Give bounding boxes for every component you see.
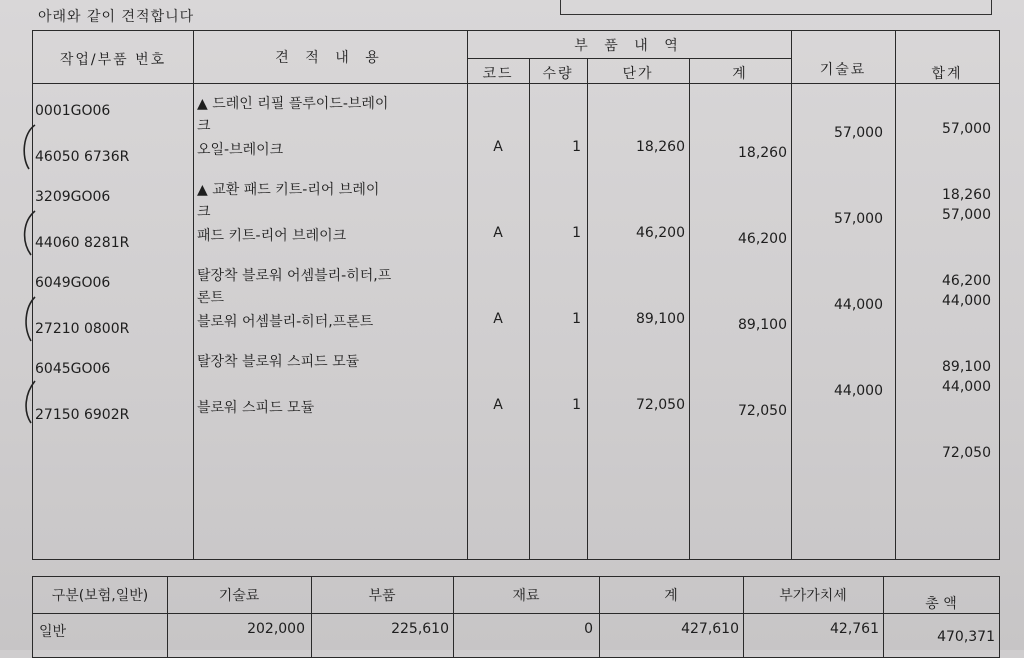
- row-total: 57,000: [942, 207, 991, 223]
- row-description-line: 크: [197, 204, 211, 220]
- row-divider: [467, 58, 791, 59]
- summary-row-divider: [33, 613, 999, 614]
- header-parts-detail: 부 품 내 역: [574, 38, 684, 54]
- handwritten-bracket-marks: [19, 117, 39, 437]
- col-divider: [529, 59, 530, 559]
- row-description-line: 블로워 스피드 모듈: [197, 400, 315, 416]
- summary-header-type: 구분(보험,일반): [51, 588, 149, 604]
- row-qty: 1: [572, 139, 581, 155]
- row-description-line: 탈장착 블로워 스피드 모듈: [197, 354, 360, 370]
- summary-header-labor: 기술료: [218, 588, 260, 604]
- row-unit-price: 89,100: [636, 311, 685, 327]
- col-divider: [467, 31, 468, 559]
- row-total: 18,260: [942, 187, 991, 203]
- row-part-no: 0001GO06: [35, 103, 111, 119]
- header-total: 합계: [931, 66, 963, 82]
- row-unit-price: 46,200: [636, 225, 685, 241]
- summary-col-divider: [883, 577, 884, 657]
- summary-parts-value: 225,610: [391, 621, 449, 637]
- row-part-no: 46050 6736R: [35, 149, 130, 165]
- row-description-line: 론트: [197, 290, 225, 306]
- row-code: A: [493, 311, 503, 327]
- row-code: A: [493, 139, 503, 155]
- header-qty: 수량: [542, 66, 574, 82]
- summary-header-grand-total: 총 액: [925, 596, 957, 612]
- summary-header-material: 재료: [512, 588, 540, 604]
- summary-header-parts: 부품: [368, 588, 396, 604]
- summary-header-vat: 부가가치세: [779, 588, 847, 604]
- row-part-no: 27150 6902R: [35, 407, 130, 423]
- row-description-line: 크: [197, 118, 211, 134]
- row-total: 44,000: [942, 379, 991, 395]
- summary-grand-total-value: 470,371: [937, 629, 995, 645]
- summary-vat-value: 42,761: [830, 621, 879, 637]
- row-qty: 1: [572, 397, 581, 413]
- row-qty: 1: [572, 311, 581, 327]
- row-labor: 57,000: [834, 211, 883, 227]
- header-divider: [33, 83, 999, 84]
- row-description-line: ▲ 드레인 리필 플루이드-브레이: [197, 96, 389, 112]
- header-unit-price: 단가: [622, 66, 654, 82]
- row-code: A: [493, 397, 503, 413]
- row-subtotal: 89,100: [738, 317, 787, 333]
- top-border-box: [560, 0, 992, 15]
- header-code: 코드: [482, 66, 514, 82]
- row-description-line: 오일-브레이크: [197, 142, 284, 158]
- col-divider: [689, 59, 690, 559]
- header-subtotal: 계: [732, 66, 748, 82]
- row-code: A: [493, 225, 503, 241]
- row-qty: 1: [572, 225, 581, 241]
- row-total: 57,000: [942, 121, 991, 137]
- row-part-no: 6049GO06: [35, 275, 111, 291]
- row-total: 44,000: [942, 293, 991, 309]
- row-part-no: 44060 8281R: [35, 235, 130, 251]
- row-part-no: 3209GO06: [35, 189, 111, 205]
- header-description: 견 적 내 용: [275, 50, 385, 66]
- row-labor: 44,000: [834, 383, 883, 399]
- summary-table: [32, 576, 1000, 658]
- summary-labor-value: 202,000: [247, 621, 305, 637]
- row-labor: 44,000: [834, 297, 883, 313]
- row-total: 46,200: [942, 273, 991, 289]
- row-description-line: 블로워 어셈블리-히터,프론트: [197, 314, 374, 330]
- header-labor: 기술료: [819, 62, 867, 78]
- col-divider: [791, 31, 792, 559]
- row-description-line: 탈장착 블로워 어셈블리-히터,프: [197, 268, 392, 284]
- col-divider: [587, 59, 588, 559]
- summary-type-value: 일반: [39, 624, 67, 640]
- header-part-no: 작업/부품 번호: [59, 52, 167, 68]
- row-subtotal: 72,050: [738, 403, 787, 419]
- summary-header-subtotal: 계: [664, 588, 678, 604]
- col-divider: [193, 31, 194, 559]
- estimate-table: [32, 30, 1000, 560]
- row-part-no: 6045GO06: [35, 361, 111, 377]
- row-part-no: 27210 0800R: [35, 321, 130, 337]
- row-description-line: ▲ 교환 패드 키트-리어 브레이: [197, 182, 380, 198]
- intro-text: 아래와 같이 견적합니다: [38, 9, 195, 25]
- row-unit-price: 72,050: [636, 397, 685, 413]
- row-description-line: 패드 키트-리어 브레이크: [197, 228, 347, 244]
- row-subtotal: 18,260: [738, 145, 787, 161]
- summary-material-value: 0: [584, 621, 593, 637]
- row-labor: 57,000: [834, 125, 883, 141]
- row-subtotal: 46,200: [738, 231, 787, 247]
- row-unit-price: 18,260: [636, 139, 685, 155]
- row-total: 89,100: [942, 359, 991, 375]
- row-total: 72,050: [942, 445, 991, 461]
- summary-subtotal-value: 427,610: [681, 621, 739, 637]
